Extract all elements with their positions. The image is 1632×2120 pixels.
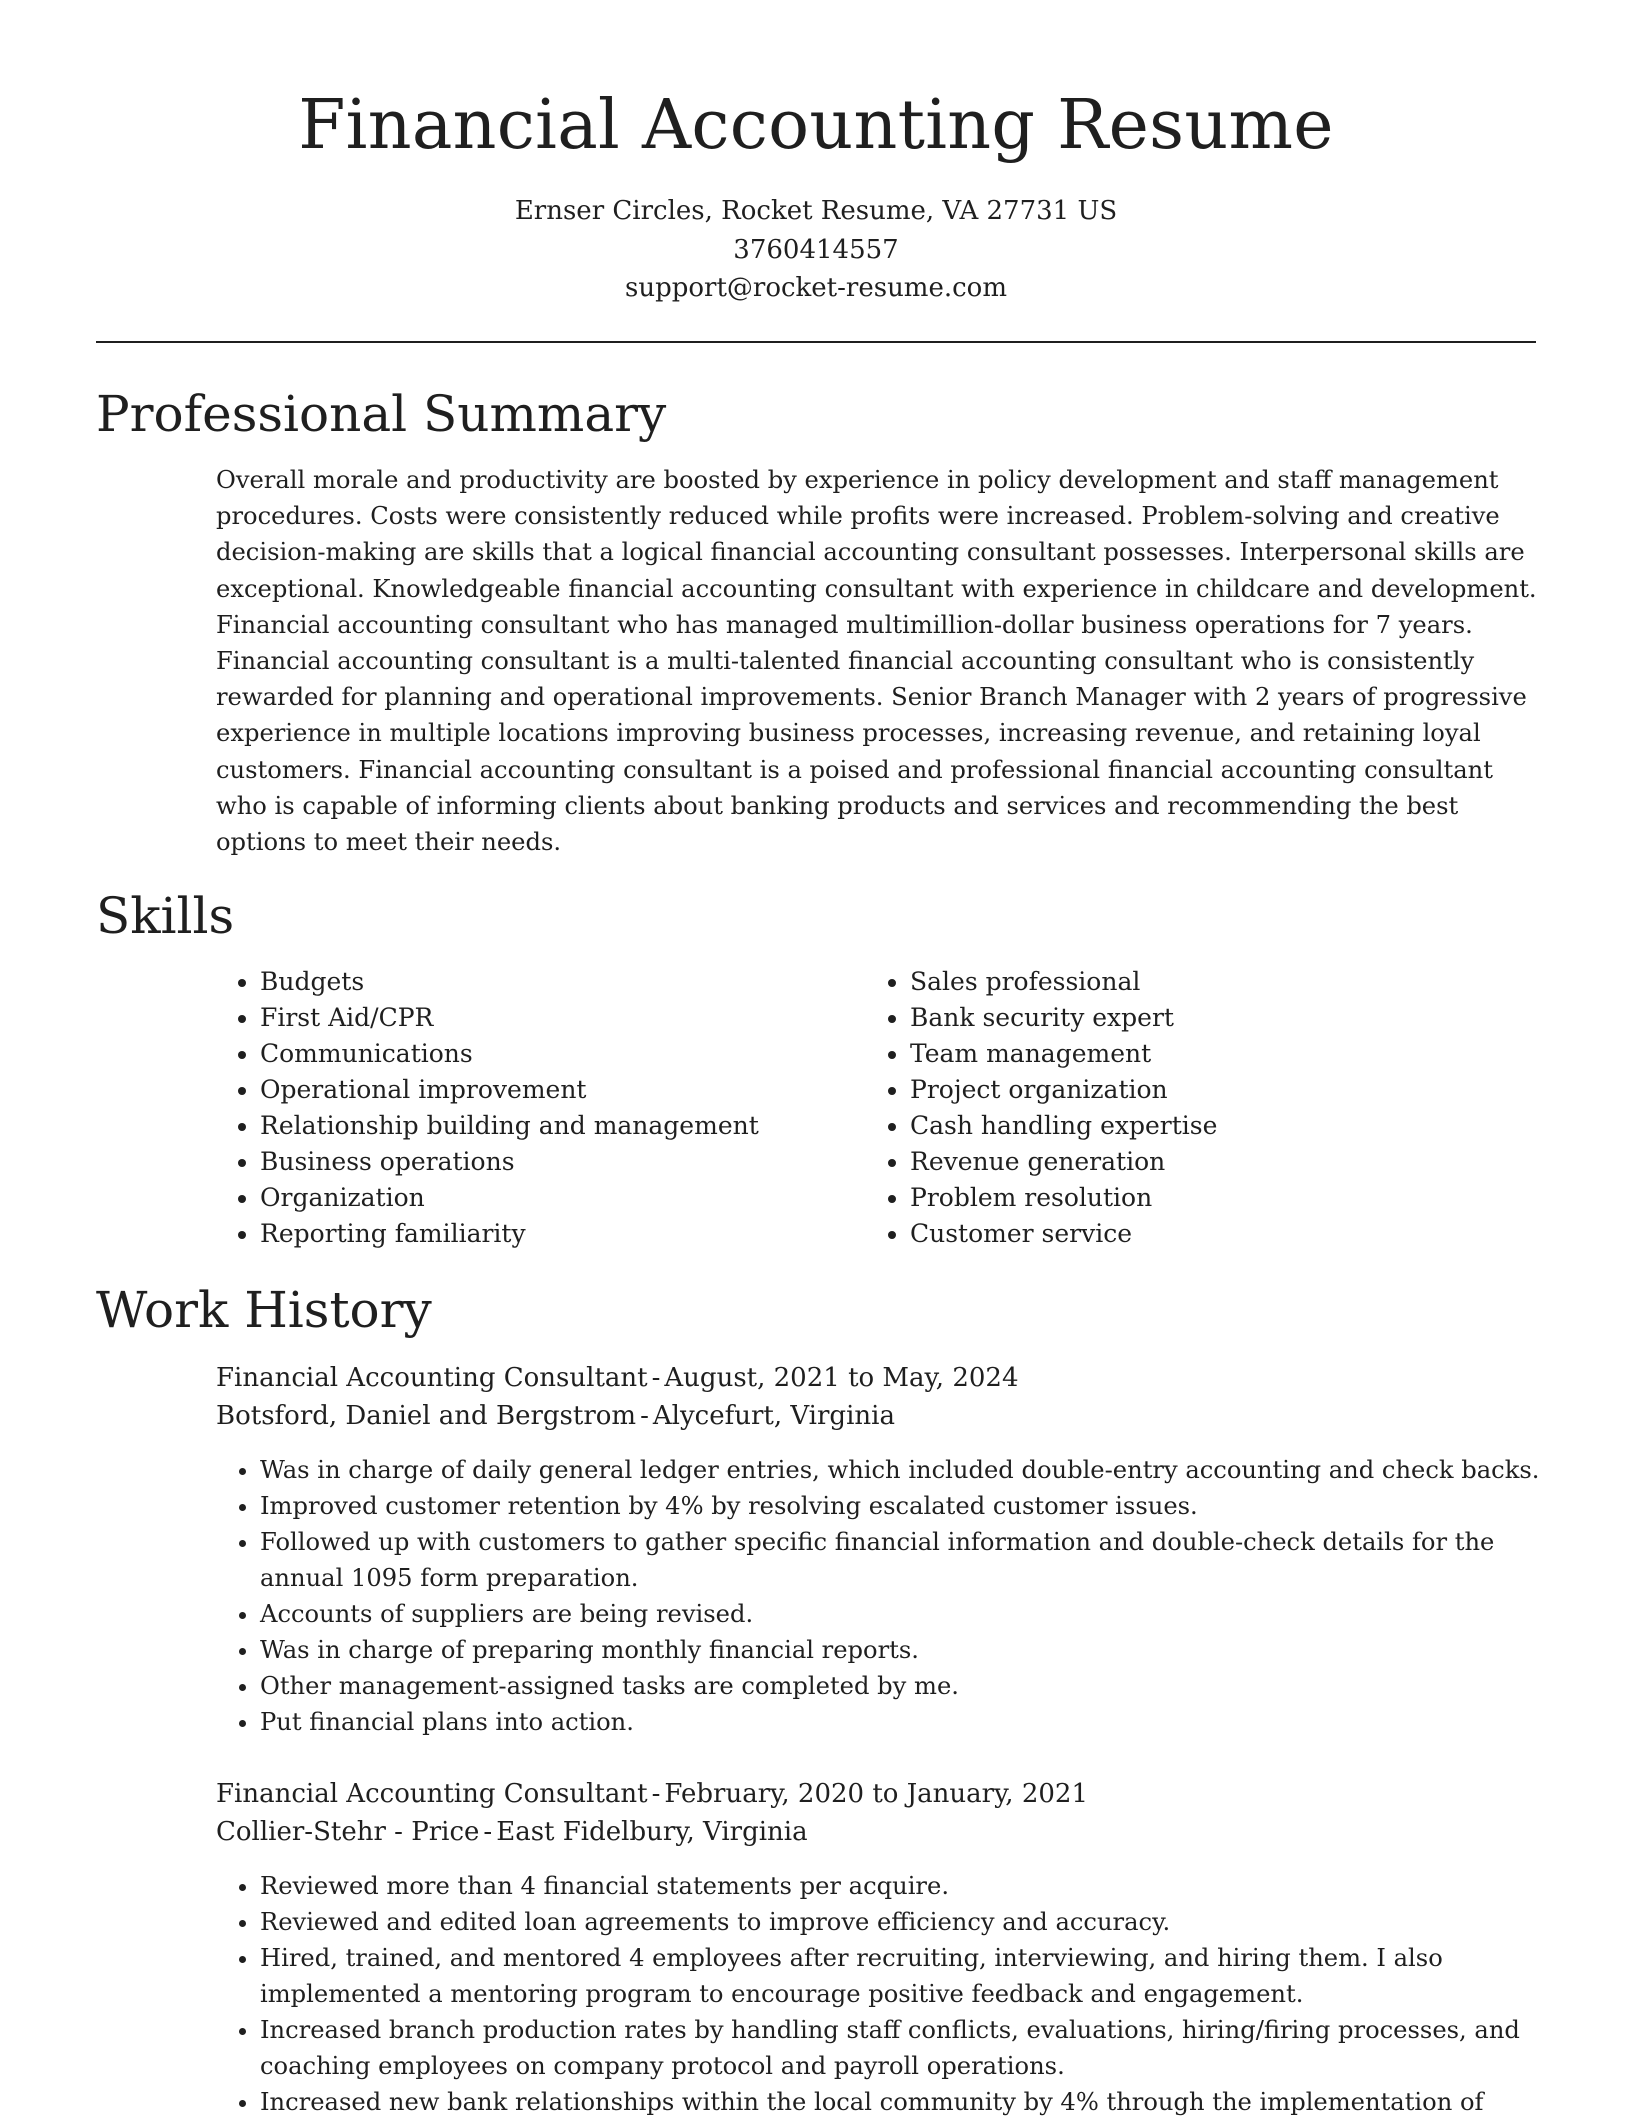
skill-item: • Operational improvement (260, 1072, 759, 1108)
list-item: • Hired, trained, and mentored 4 employees after recruiting, interviewing, and hiring them. I also implemented a mentoring program to encourage positive feedback and engagement. (260, 1940, 1580, 2012)
job-dates: February, 2020 to January, 2021 (664, 1779, 1088, 1809)
job-title: Financial Accounting Consultant (216, 1363, 648, 1393)
section-heading-summary: Professional Summary (96, 385, 667, 443)
skills-list-right (866, 964, 1217, 1252)
list-item: • Improved customer retention by 4% by resolving escalated customer issues. (260, 1488, 1580, 1524)
skill-item: • Team management (910, 1036, 1217, 1072)
job-header (216, 1775, 1088, 1851)
job-bullets (216, 1452, 1580, 1740)
list-item: • Other management-assigned tasks are completed by me. (260, 1668, 1580, 1704)
company-name: Collier-Stehr - Price (216, 1817, 480, 1847)
company-line (216, 1397, 1019, 1435)
skill-item: • First Aid/CPR (260, 1000, 759, 1036)
company-line (216, 1813, 1088, 1851)
section-heading-work-history: Work History (96, 1281, 432, 1339)
skill-item: • Revenue generation (910, 1144, 1217, 1180)
email: support@rocket-resume.com (624, 273, 1007, 303)
skill-item: • Customer service (910, 1216, 1217, 1252)
address: Ernser Circles, Rocket Resume, VA 27731 US (514, 196, 1118, 226)
skill-item: • Cash handling expertise (910, 1108, 1217, 1144)
header-divider (96, 341, 1536, 343)
skill-item: • Business operations (260, 1144, 759, 1180)
skill-item: • Project organization (910, 1072, 1217, 1108)
list-item: • Reviewed and edited loan agreements to improve efficiency and accuracy. (260, 1904, 1580, 1940)
job-header (216, 1359, 1019, 1435)
job-title: Financial Accounting Consultant (216, 1779, 648, 1809)
job-dates: August, 2021 to May, 2024 (664, 1363, 1019, 1393)
summary-text: Overall morale and productivity are boosted by experience in policy development and staff management procedures. Costs were consistently reduced while profits were increased. Problem-solving and creative decision-making are skills that a logical financial accounting consultant possesses. Interpersonal skills are exceptional. Knowledgeable financial accounting consultant with experience in childcare and development. Financial accounting consultant who has managed multimillion-dollar business operations for 7 years. Financial accounting consultant is a multi-talented financial accounting consultant who is consistently rewarded for planning and operational improvements. Senior Branch Manager with 2 years of progressive experience in multiple locations improving business processes, increasing revenue, and retaining loyal customers. Financial accounting consultant is a poised and professional financial accounting consultant who is capable of informing clients about banking products and services and recommending the best options to meet their needs. (216, 466, 1537, 857)
resume-header (0, 0, 1632, 308)
company-name: Botsford, Daniel and Bergstrom (216, 1401, 637, 1431)
skill-item: • Communications (260, 1036, 759, 1072)
separator: - (651, 1363, 661, 1393)
list-item: • Was in charge of daily general ledger entries, which included double-entry accounting and check backs. (260, 1452, 1580, 1488)
section-heading-skills: Skills (96, 887, 235, 945)
job-location: East Fidelbury, Virginia (496, 1817, 808, 1847)
list-item: • Put financial plans into action. (260, 1704, 1580, 1740)
skills-list-left (216, 964, 759, 1252)
job-title-line (216, 1359, 1019, 1397)
contact-info (0, 192, 1632, 308)
separator: - (640, 1401, 649, 1431)
job-title-line (216, 1775, 1088, 1813)
list-item: • Increased new bank relationships within the local community by 4% through the implementation of (260, 2084, 1580, 2120)
skill-item: • Budgets (260, 964, 759, 1000)
separator: - (483, 1817, 493, 1847)
phone: 3760414557 (733, 234, 899, 265)
skill-item: • Sales professional (910, 964, 1217, 1000)
page-title: Financial Accounting Resume (298, 86, 1334, 165)
skill-item: • Relationship building and management (260, 1108, 759, 1144)
list-item: • Reviewed more than 4 financial statements per acquire. (260, 1868, 1580, 1904)
skill-item: • Problem resolution (910, 1180, 1217, 1216)
separator: - (651, 1779, 661, 1809)
skill-item: • Reporting familiarity (260, 1216, 759, 1252)
job-location: Alycefurt, Virginia (652, 1401, 895, 1431)
list-item: • Was in charge of preparing monthly financial reports. (260, 1632, 1580, 1668)
list-item: • Followed up with customers to gather specific financial information and double-check details for the annual 1095 form preparation. (260, 1524, 1580, 1596)
list-item: • Increased branch production rates by handling staff conflicts, evaluations, hiring/firing processes, and coaching employees on company protocol and payroll operations. (260, 2012, 1580, 2084)
skill-item: • Organization (260, 1180, 759, 1216)
skill-item: • Bank security expert (910, 1000, 1217, 1036)
job-bullets (216, 1868, 1580, 2120)
list-item: • Accounts of suppliers are being revised. (260, 1596, 1580, 1632)
